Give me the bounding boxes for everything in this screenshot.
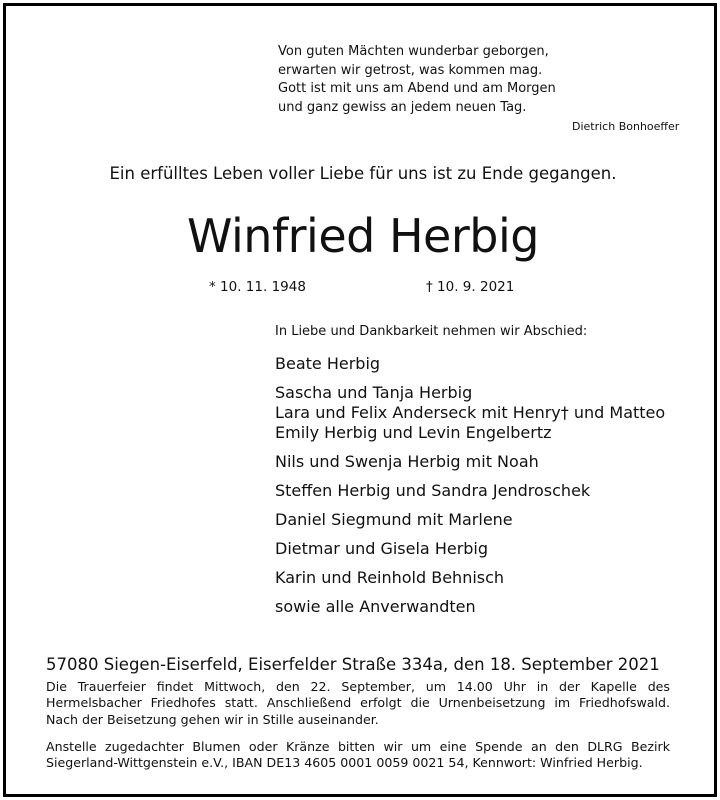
mourner-group (275, 510, 665, 530)
poem (278, 43, 556, 117)
mourner-line: Steffen Herbig und Sandra Jendroschek (275, 481, 591, 500)
notice-line: Siegerland-Wittgenstein e.V., IBAN DE13 4605 0001 0059 0021 54, Kennwort: Winfried Herbig. (46, 755, 643, 771)
mourner-line: Dietmar und Gisela Herbig (275, 539, 489, 558)
mourner-group (275, 383, 665, 443)
mourner-line: Emily Herbig und Levin Engelbertz (275, 423, 552, 442)
intro-text: Ein erfülltes Leben voller Liebe für uns ist zu Ende gegangen. (109, 164, 617, 183)
mourner-line: sowie alle Anverwandten (275, 597, 476, 616)
mourner-group (275, 481, 665, 501)
mourner-line: Beate Herbig (275, 354, 381, 373)
funeral-notice (46, 679, 670, 728)
mourners-list (275, 354, 665, 626)
poem-author: Dietrich Bonhoeffer (572, 120, 680, 133)
mourner-group (275, 539, 665, 559)
poem-line: Gott ist mit uns am Abend und am Morgen (278, 81, 556, 96)
mourner-line: Karin und Reinhold Behnisch (275, 568, 505, 587)
mourner-line: Lara und Felix Anderseck mit Henry† und Matteo (275, 403, 666, 422)
poem-line: erwarten wir getrost, was kommen mag. (278, 62, 543, 78)
mourner-group (275, 354, 665, 374)
mourner-group (275, 568, 665, 588)
deceased-name: Winfried Herbig (187, 209, 539, 263)
death-date: † 10. 9. 2021 (426, 279, 515, 295)
mourner-group (275, 452, 665, 472)
mourner-group (275, 597, 665, 617)
notice-line: Die Trauerfeier findet Mittwoch, den 22. September, um 14.00 Uhr in der Kapelle des (46, 679, 670, 694)
donation-notice (46, 739, 670, 772)
mourner-line: Nils und Swenja Herbig mit Noah (275, 452, 539, 471)
mourner-line: Daniel Siegmund mit Marlene (275, 510, 513, 529)
place-and-date: 57080 Siegen-Eiserfeld, Eiserfelder Straße 334a, den 18. September 2021 (46, 655, 660, 674)
birth-date: * 10. 11. 1948 (209, 279, 306, 295)
poem-line: Von guten Mächten wunderbar geborgen, (278, 44, 549, 59)
notice-line: Hermelsbacher Friedhofes statt. Anschließend erfolgt die Urnenbeisetzung im Friedhofswald. (46, 695, 670, 711)
obituary-frame (3, 3, 717, 797)
poem-line: und ganz gewiss an jedem neuen Tag. (278, 99, 527, 115)
mourner-line: Sascha und Tanja Herbig (275, 383, 473, 402)
mourning-intro: In Liebe und Dankbarkeit nehmen wir Abschied: (275, 324, 588, 339)
notice-line: Nach der Beisetzung gehen wir in Stille auseinander. (46, 711, 379, 727)
notice-line: Anstelle zugedachter Blumen oder Kränze bitten wir um eine Spende an den DLRG Bezirk (46, 739, 670, 754)
